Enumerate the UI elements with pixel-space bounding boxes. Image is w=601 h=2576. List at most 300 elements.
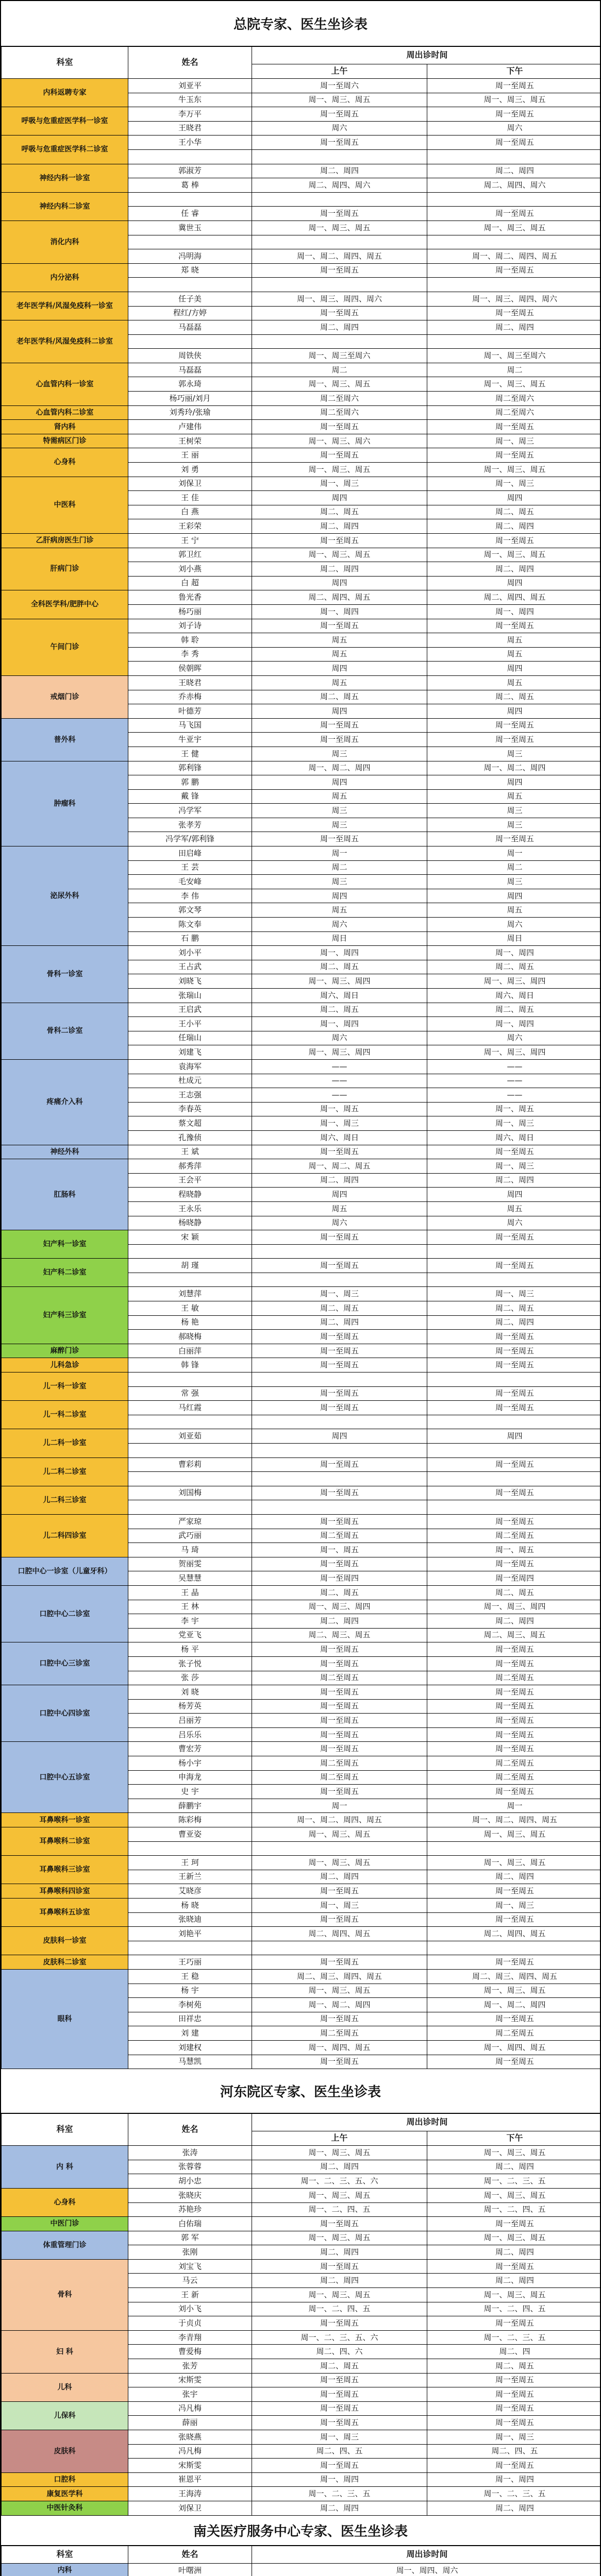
dept-cell: 康复医学科 [2, 2487, 128, 2501]
am-schedule: 周一 [252, 846, 427, 861]
pm-schedule [427, 192, 601, 207]
table-row [2, 2487, 601, 2501]
doctor-name: 李春英 [128, 1102, 252, 1116]
dept-cell: 神经内科二诊室 [2, 192, 128, 221]
doctor-name: 刘宝飞 [128, 2259, 252, 2274]
am-schedule: 周一至周五 [252, 1344, 427, 1358]
am-schedule: 周一至周六 [252, 79, 427, 93]
pm-schedule: 周一至周五 [427, 2055, 601, 2069]
doctor-name: 乔赤梅 [128, 690, 252, 704]
header-row [2, 2546, 601, 2563]
am-schedule [252, 1500, 427, 1515]
pm-schedule: 周一、周三、周五 [427, 1984, 601, 1998]
am-schedule: 周一、周三、周四、周六 [252, 292, 427, 306]
doctor-name: 叶曙洲 [128, 2563, 252, 2576]
am-schedule [252, 278, 427, 292]
table-row [2, 1003, 601, 1017]
doctor-name [128, 1444, 252, 1458]
am-schedule: 周一、周四 [252, 1017, 427, 1031]
am-schedule: 周六、周日 [252, 1130, 427, 1145]
am-schedule [252, 1372, 427, 1387]
am-schedule: 周一至周五 [252, 1955, 427, 1970]
doctor-name: 张 莎 [128, 1671, 252, 1685]
doctor-name: 杨晓静 [128, 1216, 252, 1230]
pm-schedule: 周四 [427, 889, 601, 903]
doctor-name: 任 睿 [128, 207, 252, 221]
header-dept: 科室 [2, 2114, 128, 2146]
am-schedule: 周一、周三、周五 [252, 1984, 427, 1998]
dept-cell: 眼科 [2, 1969, 128, 2069]
am-schedule: 周一、周三 [252, 2430, 427, 2445]
doctor-name: 王 丽 [128, 448, 252, 463]
dept-cell: 中医针灸科 [2, 2501, 128, 2515]
dept-cell: 耳鼻喉科五诊室 [2, 1899, 128, 1927]
pm-schedule: 周一至周五 [427, 1884, 601, 1899]
am-schedule: 周一至周五 [252, 1259, 427, 1273]
am-schedule: 周一、周三、周五 [252, 2231, 427, 2245]
am-schedule: 周一至周五 [252, 135, 427, 150]
dept-cell: 口腔中心一诊室（儿童牙科） [2, 1557, 128, 1585]
am-schedule: 周一、周二、周四 [252, 761, 427, 775]
doctor-name: 刘保卫 [128, 477, 252, 491]
header-row [2, 47, 601, 64]
section-title: 河东院区专家、医生坐诊表 [1, 2069, 600, 2113]
doctor-name [128, 278, 252, 292]
doctor-name: 李 秀 [128, 647, 252, 662]
pm-schedule: 周日 [427, 931, 601, 946]
pm-schedule: 周二至周五 [427, 2026, 601, 2041]
am-schedule: 周五 [252, 633, 427, 648]
doctor-name: 郭 军 [128, 2231, 252, 2245]
dept-cell: 儿一科二诊室 [2, 1401, 128, 1429]
am-schedule: —— [252, 1088, 427, 1103]
pm-schedule: —— [427, 1088, 601, 1103]
pm-schedule: 周一、周五 [427, 1102, 601, 1116]
doctor-name: 刘亚平 [128, 79, 252, 93]
am-schedule: 周二、周四 [252, 2501, 427, 2515]
pm-schedule: 周一、周三、周五 [427, 221, 601, 235]
am-schedule: 周六 [252, 918, 427, 932]
dept-cell: 消化内科 [2, 221, 128, 263]
pm-schedule: 周二、周四、周五 [427, 1927, 601, 1941]
am-schedule: 周一、二、四、五 [252, 2302, 427, 2316]
header-pm: 下午 [427, 64, 601, 79]
table-row [2, 548, 601, 562]
table-row [2, 320, 601, 335]
am-schedule: 周四 [252, 775, 427, 790]
pm-schedule [427, 1415, 601, 1429]
doctor-name: 田启峰 [128, 846, 252, 861]
pm-schedule: 周二至周五 [427, 1756, 601, 1771]
doctor-name: 艾晓彦 [128, 1884, 252, 1899]
pm-schedule: 周一至周五 [427, 1685, 601, 1700]
doctor-name: 王启武 [128, 1003, 252, 1017]
pm-schedule: 周一至周五 [427, 1912, 601, 1927]
doctor-name: 王永乐 [128, 1201, 252, 1216]
am-schedule: 周六 [252, 121, 427, 135]
am-schedule: 周一至周五 [252, 1514, 427, 1529]
table-row [2, 292, 601, 306]
am-schedule: 周一至周五 [252, 1358, 427, 1372]
doctor-name: 张瑞山 [128, 989, 252, 1003]
pm-schedule: 周一、二、四、五 [427, 2202, 601, 2217]
doctor-name [128, 1415, 252, 1429]
table-row [2, 590, 601, 605]
doctor-name: 任瑞山 [128, 1031, 252, 1045]
dept-cell: 呼吸与危重症医学科一诊室 [2, 107, 128, 135]
table-row [2, 1642, 601, 1657]
am-schedule: 周一、二、四、五 [252, 2202, 427, 2217]
doctor-name: 刘 勇 [128, 463, 252, 477]
pm-schedule: 周一至周五 [427, 1785, 601, 1799]
dept-cell: 口腔中心三诊室 [2, 1642, 128, 1685]
am-schedule: 周一至周五 [252, 733, 427, 747]
pm-schedule: 周二、周四 [427, 2245, 601, 2260]
doctor-name: 刘小燕 [128, 562, 252, 577]
pm-schedule: 周一至周五 [427, 2387, 601, 2402]
table-row [2, 761, 601, 775]
doctor-name: 白 超 [128, 576, 252, 590]
am-schedule: 周二、周四、周五 [252, 590, 427, 605]
am-schedule: 周二、周四 [252, 2160, 427, 2174]
doctor-name [128, 1500, 252, 1515]
pm-schedule: 周二至周五 [427, 1529, 601, 1543]
am-schedule: 周一、二、三、五 [252, 2487, 427, 2501]
doctor-name: 马云 [128, 2274, 252, 2288]
am-schedule: 周一至周五 [252, 1386, 427, 1401]
pm-schedule: 周一至周五 [427, 1955, 601, 1970]
am-schedule: 周五 [252, 903, 427, 918]
dept-cell: 骨科 [2, 2259, 128, 2330]
am-schedule: 周二、周四 [252, 164, 427, 178]
schedule-table [1, 2113, 601, 2515]
pm-schedule: 周二、周五 [427, 2359, 601, 2374]
am-schedule: 周二、周五 [252, 505, 427, 519]
doctor-name: 郭永琦 [128, 377, 252, 392]
dept-cell: 肝病门诊 [2, 548, 128, 590]
am-schedule: 周一至周五 [252, 2373, 427, 2387]
am-schedule: 周一至周五 [252, 1727, 427, 1742]
dept-cell: 口腔中心四诊室 [2, 1685, 128, 1742]
doctor-name [128, 192, 252, 207]
doctor-name: 卢建伟 [128, 420, 252, 434]
pm-schedule: 周二、周四 [427, 1870, 601, 1884]
dept-cell: 耳鼻喉科一诊室 [2, 1813, 128, 1827]
doctor-name: 刘小平 [128, 946, 252, 960]
pm-schedule: 周二、周四 [427, 320, 601, 335]
am-schedule: 周一至周五 [252, 2387, 427, 2402]
doctor-name: 马飞国 [128, 718, 252, 733]
pm-schedule [427, 1244, 601, 1259]
doctor-name: 刘艳平 [128, 1927, 252, 1941]
am-schedule: 周一、周三、周五 [252, 1827, 427, 1842]
dept-cell: 内 科 [2, 2146, 128, 2189]
doctor-name: 李 伟 [128, 889, 252, 903]
am-schedule: 周一至周五 [252, 1656, 427, 1671]
am-schedule: 周一至周五 [252, 448, 427, 463]
am-schedule: 周一至周五 [252, 1486, 427, 1500]
doctor-name: 李 宇 [128, 1614, 252, 1629]
dept-cell: 戒烟门诊 [2, 675, 128, 718]
am-schedule [252, 1941, 427, 1955]
am-schedule: 周一至周五 [252, 832, 427, 846]
doctor-name: 李树苑 [128, 1998, 252, 2012]
dept-cell: 心身科 [2, 2188, 128, 2216]
pm-schedule: 周二、周四 [427, 519, 601, 534]
doctor-name: 程红/方婷 [128, 306, 252, 320]
am-schedule: 周一至周五 [252, 1458, 427, 1472]
am-schedule: 周三 [252, 747, 427, 761]
table-row [2, 1458, 601, 1472]
pm-schedule: 周一至周五 [427, 1401, 601, 1415]
doctor-name [128, 1841, 252, 1856]
doctor-name [128, 1472, 252, 1486]
pm-schedule: 周一至周五 [427, 718, 601, 733]
doctor-name: 白丽萍 [128, 1344, 252, 1358]
am-schedule: 周二、周四 [252, 562, 427, 577]
doctor-name: 袁海军 [128, 1059, 252, 1074]
pm-schedule: 周一至周五 [427, 1699, 601, 1714]
pm-schedule: 周一至周五 [427, 448, 601, 463]
pm-schedule: 周一至周五 [427, 1486, 601, 1500]
doctor-name: 刘建飞 [128, 1045, 252, 1060]
table-row [2, 221, 601, 235]
pm-schedule: 周一、周三、周五 [427, 2231, 601, 2245]
pm-schedule: 周二、周四 [427, 562, 601, 577]
header-schedule: 周出诊时间 [252, 2546, 601, 2563]
doctor-name: 杨 艳 [128, 1315, 252, 1330]
am-schedule: 周二、周四 [252, 320, 427, 335]
doctor-name: 杨芳英 [128, 1699, 252, 1714]
doctor-name: 张宇 [128, 2387, 252, 2402]
am-schedule: 周一至周五 [252, 2401, 427, 2416]
am-schedule: 周一 [252, 1799, 427, 1813]
table-row [2, 1969, 601, 1984]
am-schedule [252, 1444, 427, 1458]
doctor-name: 于贞贞 [128, 2316, 252, 2331]
dept-cell: 骨科二诊室 [2, 1003, 128, 1059]
table-row [2, 1742, 601, 1756]
dept-cell: 皮肤科二诊室 [2, 1955, 128, 1970]
doctor-name: 刘子诗 [128, 619, 252, 633]
doctor-name: 马慧凯 [128, 2055, 252, 2069]
table-row [2, 79, 601, 93]
pm-schedule: 周五 [427, 789, 601, 804]
dept-cell: 儿二科二诊室 [2, 1458, 128, 1486]
am-schedule: 周一、周三、周五 [252, 463, 427, 477]
doctor-name: 吴慧慧 [128, 1571, 252, 1586]
doctor-name: 薛鹏宇 [128, 1799, 252, 1813]
am-schedule: 周一至周五 [252, 2459, 427, 2473]
table-row [2, 846, 601, 861]
pm-schedule: 周五 [427, 647, 601, 662]
table-row [2, 718, 601, 733]
pm-schedule: 周一至周五 [427, 1742, 601, 1756]
table-row [2, 192, 601, 207]
doctor-name: 杨 平 [128, 1642, 252, 1657]
doctor-name: 郝秀萍 [128, 1159, 252, 1174]
am-schedule: 周一、周五 [252, 1102, 427, 1116]
doctor-name: 冯学军/郭利锋 [128, 832, 252, 846]
pm-schedule: 周一 [427, 1799, 601, 1813]
doctor-name: 胡小忠 [128, 2174, 252, 2189]
pm-schedule: 周四 [427, 662, 601, 676]
doctor-name: 韩 锋 [128, 1358, 252, 1372]
am-schedule [252, 235, 427, 249]
pm-schedule: 周四 [427, 704, 601, 719]
table-row [2, 1585, 601, 1600]
am-schedule [252, 1415, 427, 1429]
dept-cell: 疼痛介入科 [2, 1059, 128, 1145]
am-schedule: 周二至周五 [252, 2026, 427, 2041]
am-schedule: 周一、周三 [252, 477, 427, 491]
doctor-name: 王 林 [128, 1600, 252, 1614]
pm-schedule: 周一至周五 [427, 1557, 601, 1571]
doctor-name: 郭文琴 [128, 903, 252, 918]
am-schedule: 周一至周五 [252, 2259, 427, 2274]
am-schedule: 周二至周六 [252, 405, 427, 420]
pm-schedule: 周一至周五 [427, 1330, 601, 1344]
pm-schedule: 周二、周四 [427, 1315, 601, 1330]
doctor-name: 王小华 [128, 135, 252, 150]
doctor-name: 杨小宇 [128, 1756, 252, 1771]
pm-schedule: 周二、周四 [427, 2274, 601, 2288]
doctor-name: 冯学军 [128, 804, 252, 818]
pm-schedule: 周一、周三、周五 [427, 1827, 601, 1842]
doctor-name: 任子美 [128, 292, 252, 306]
pm-schedule: 周二、周五 [427, 505, 601, 519]
doctor-name: 陈文奉 [128, 918, 252, 932]
dept-cell: 泌尿外科 [2, 846, 128, 946]
table-row [2, 448, 601, 463]
pm-schedule: 周一至周五 [427, 207, 601, 221]
pm-schedule: 周一至周五 [427, 1642, 601, 1657]
am-schedule: 周一、周四、周五 [252, 2040, 427, 2055]
dept-cell: 口腔中心五诊室 [2, 1742, 128, 1813]
header-name: 姓名 [128, 47, 252, 79]
dept-cell: 口腔中心二诊室 [2, 1585, 128, 1642]
dept-cell: 皮肤科一诊室 [2, 1927, 128, 1955]
am-schedule: 周三 [252, 875, 427, 889]
dept-cell: 妇产科三诊室 [2, 1287, 128, 1344]
pm-schedule: 周一至周五 [427, 1344, 601, 1358]
table-row [2, 1514, 601, 1529]
pm-schedule: 周一至周五 [427, 619, 601, 633]
table-row [2, 2430, 601, 2445]
am-schedule: 周一至周五 [252, 207, 427, 221]
am-schedule: 周二、周四 [252, 2245, 427, 2260]
dept-cell: 肛肠科 [2, 1159, 128, 1230]
pm-schedule: 周一、周三、周五 [427, 93, 601, 107]
doctor-name [128, 149, 252, 164]
dept-cell: 中医科 [2, 477, 128, 533]
pm-schedule: 周一、周五 [427, 1543, 601, 1557]
am-schedule: 周一至周五 [252, 1401, 427, 1415]
dept-cell: 普外科 [2, 718, 128, 761]
schedule-table [1, 2546, 601, 2576]
doctor-name: 王新兰 [128, 1870, 252, 1884]
doctor-name: 王 新 [128, 2288, 252, 2302]
doctor-name [128, 1941, 252, 1955]
table-row [2, 2501, 601, 2515]
pm-schedule: 周一、周三、周五 [427, 548, 601, 562]
am-schedule: 周五 [252, 675, 427, 690]
dept-cell: 儿一科一诊室 [2, 1372, 128, 1401]
doctor-name: 孔豫侦 [128, 1130, 252, 1145]
header-schedule: 周出诊时间 [252, 47, 601, 64]
table-row [2, 1372, 601, 1387]
doctor-name: 毛安峰 [128, 875, 252, 889]
pm-schedule: 周一、周四 [427, 604, 601, 619]
doctor-name: 党亚飞 [128, 1628, 252, 1642]
dept-cell: 内科返聘专家 [2, 79, 128, 107]
dept-cell: 午间门诊 [2, 619, 128, 675]
doctor-name: 刘小飞 [128, 2302, 252, 2316]
pm-schedule: 周六 [427, 1031, 601, 1045]
am-schedule: 周一、周三 [252, 1287, 427, 1301]
pm-schedule [427, 278, 601, 292]
pm-schedule: 周一至周五 [427, 1514, 601, 1529]
am-schedule: 周二、周五 [252, 1003, 427, 1017]
table-row [2, 1927, 601, 1941]
dept-cell: 儿二科四诊室 [2, 1514, 128, 1557]
dept-cell: 心血管内科二诊室 [2, 405, 128, 420]
pm-schedule: 周五 [427, 1201, 601, 1216]
table-row [2, 363, 601, 377]
pm-schedule: 周一、周三、周五 [427, 463, 601, 477]
doctor-name: 王占武 [128, 960, 252, 974]
doctor-name: 刘建权 [128, 2040, 252, 2055]
pm-schedule: 周一至周五 [427, 2401, 601, 2416]
table-row [2, 2259, 601, 2274]
pm-schedule: 周四 [427, 1429, 601, 1444]
doctor-name [128, 1372, 252, 1387]
am-schedule: 周一、周二、周四、周五 [252, 1813, 427, 1827]
doctor-name: 戴 锋 [128, 789, 252, 804]
doctor-name: 史 宇 [128, 1785, 252, 1799]
dept-cell: 老年医学科/风湿免疫科二诊室 [2, 320, 128, 363]
am-schedule: 周二 [252, 363, 427, 377]
doctor-name: 杨巧丽 [128, 604, 252, 619]
doctor-name: 刘秀玲/张瑜 [128, 405, 252, 420]
doctor-name [128, 1273, 252, 1287]
table-row [2, 107, 601, 122]
pm-schedule: 周六、周日 [427, 1130, 601, 1145]
am-schedule: 周五 [252, 1201, 427, 1216]
am-schedule: 周一、周三、周四 [252, 1045, 427, 1060]
dept-cell: 中医门诊 [2, 2217, 128, 2231]
doctor-name: 王巧丽 [128, 1955, 252, 1970]
table-row [2, 1884, 601, 1899]
pm-schedule: 周一至周五 [427, 1656, 601, 1671]
header-am: 上午 [252, 64, 427, 79]
am-schedule: 周六 [252, 1031, 427, 1045]
table-row [2, 164, 601, 178]
table-row [2, 2231, 601, 2245]
table-row [2, 1813, 601, 1827]
table-row [2, 135, 601, 150]
am-schedule: 周一至周五 [252, 1742, 427, 1756]
dept-cell: 呼吸与危重症医学科二诊室 [2, 135, 128, 164]
table-row [2, 2330, 601, 2345]
pm-schedule: 周一至周五 [427, 1145, 601, 1159]
pm-schedule: 周一至周五 [427, 2259, 601, 2274]
pm-schedule [427, 1273, 601, 1287]
pm-schedule: 周一、周三 [427, 1116, 601, 1131]
pm-schedule: 周二至周六 [427, 392, 601, 406]
table-row [2, 1557, 601, 1571]
doctor-name: 刘 建 [128, 2026, 252, 2041]
